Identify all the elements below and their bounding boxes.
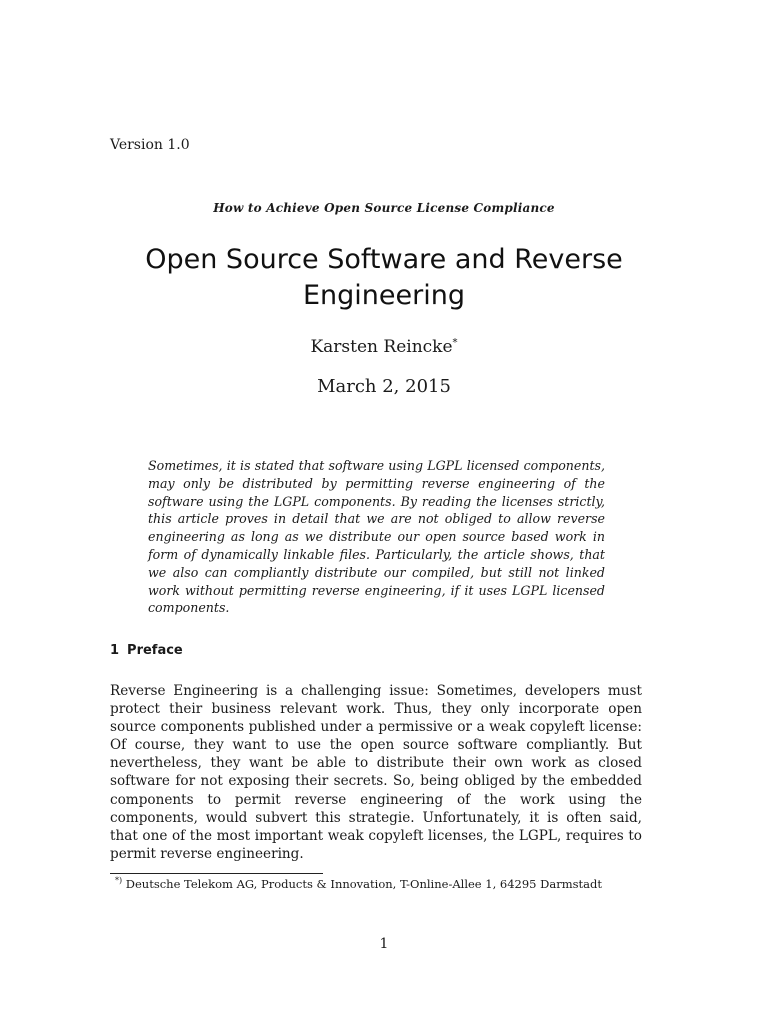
paper-title: Open Source Software and Reverse Engineering [145,244,623,311]
footnote [115,876,602,891]
version-label: Version 1.0 [110,137,190,153]
abstract: Sometimes, it is stated that software using LGPL licensed components, may only be distributed by permitting reverse engineering of the software using the LGPL components. By reading the licenses strictly, this article proves in detail that we are not obliged to allow reverse engineering as long as we distribute our open source based work in form of dynamically linkable files. Particularly, the article shows, that we also can compliantly distribute our compiled, but still not linked work without permitting reverse engineering, if it uses LGPL licensed components. [148,458,605,616]
page-number: 1 [379,936,389,952]
series-title: How to Achieve Open Source License Compliance [213,201,555,215]
publication-date: March 2, 2015 [317,376,451,397]
footnote-text: Deutsche Telekom AG, Products & Innovation, T-Online-Allee 1, 64295 Darmstadt [125,876,602,891]
footnote-rule [110,873,323,874]
section-title: Preface [127,643,183,658]
section-number: 1 [110,643,120,658]
author-name: Karsten Reincke [310,337,453,357]
author-footnote-mark: * [452,337,458,349]
section-heading [110,643,183,658]
footnote-mark: *) [115,876,123,885]
section-body: Reverse Engineering is a challenging issue: Sometimes, developers must protect their business relevant work. Thus, they only incorporate open source components published under a permissive or a weak copyleft license: Of course, they want to use the open source software compliantly. But nevertheless, they want be able to distribute their own work as closed software for not exposing their secrets. So, being obliged by the embedded components to permit reverse engineering of the work using the components, would subvert this strategie. Unfortunately, it is often said, that one of the most important weak copyleft licenses, the LGPL, requires to permit reverse engineering. [110,683,642,862]
author-line [0,337,768,357]
